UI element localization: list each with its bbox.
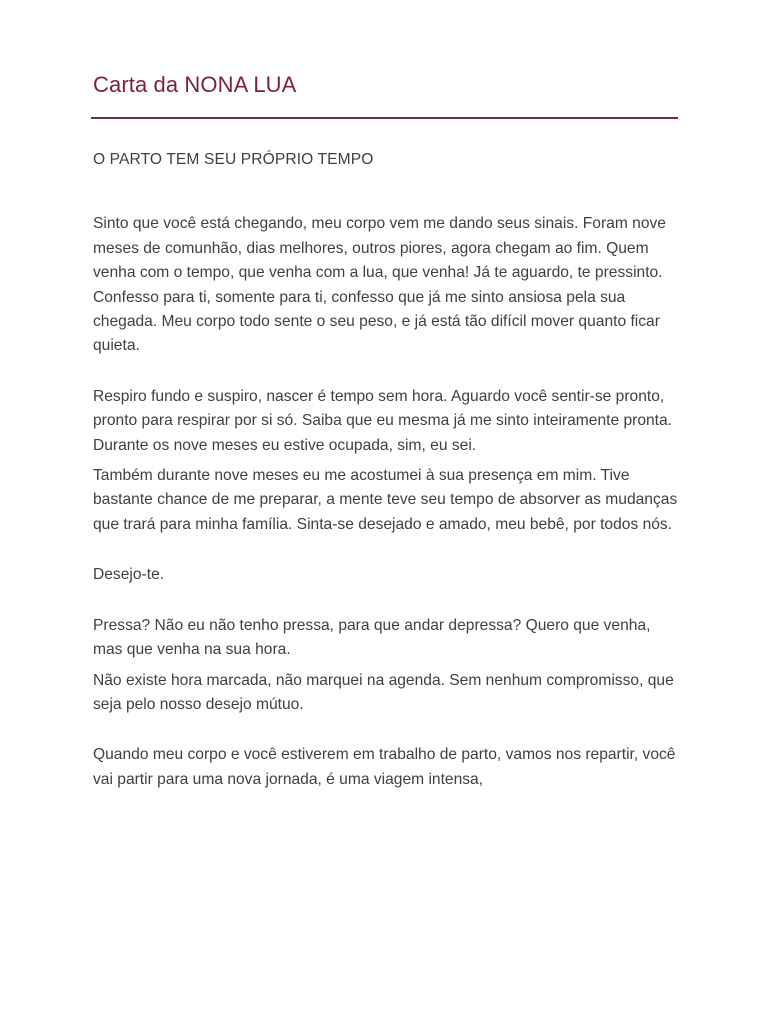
title-divider xyxy=(91,117,678,119)
paragraph: Também durante nove meses eu me acostumei à sua presença em mim. Tive bastante chance de me preparar, a mente teve seu tempo de absorver as mudanças que trará para minha família. Sinta-se desejado e amado, meu bebê, por todos nós. xyxy=(93,467,678,533)
paragraph: Quando meu corpo e você estiverem em trabalho de parto, vamos nos repartir, você vai partir para uma nova jornada, é uma viagem intensa, xyxy=(93,746,676,788)
paragraph: Não existe hora marcada, não marquei na agenda. Sem nenhum compromisso, que seja pelo nosso desejo mútuo. xyxy=(93,671,674,713)
section-heading: O PARTO TEM SEU PRÓPRIO TEMPO xyxy=(93,151,374,168)
document-body xyxy=(93,148,681,792)
document-title: Carta da NONA LUA xyxy=(93,72,297,97)
paragraph: Respiro fundo e suspiro, nascer é tempo sem hora. Aguardo você sentir-se pronto, pronto para respirar por si só. Saiba que eu mesma já me sinto inteiramente pronta. Durante os nove meses eu estive ocupada, sim, eu sei. xyxy=(93,387,673,454)
paragraph: Pressa? Não eu não tenho pressa, para que andar depressa? Quero que venha, mas que venha na sua hora. xyxy=(93,616,651,659)
paragraph: Sinto que você está chegando, meu corpo vem me dando seus sinais. Foram nove meses de comunhão, dias melhores, outros piores, agora chegam ao fim. Quem venha com o tempo, que venha com a lua, que venha! Já te aguardo, te pressinto. Confesso para ti, somente para ti, confesso que já me sinto ansiosa pela sua chegada. Meu corpo todo sente o seu peso, e já está tão difícil mover quanto ficar quieta. xyxy=(93,215,666,355)
paragraph: Desejo-te. xyxy=(93,566,165,584)
